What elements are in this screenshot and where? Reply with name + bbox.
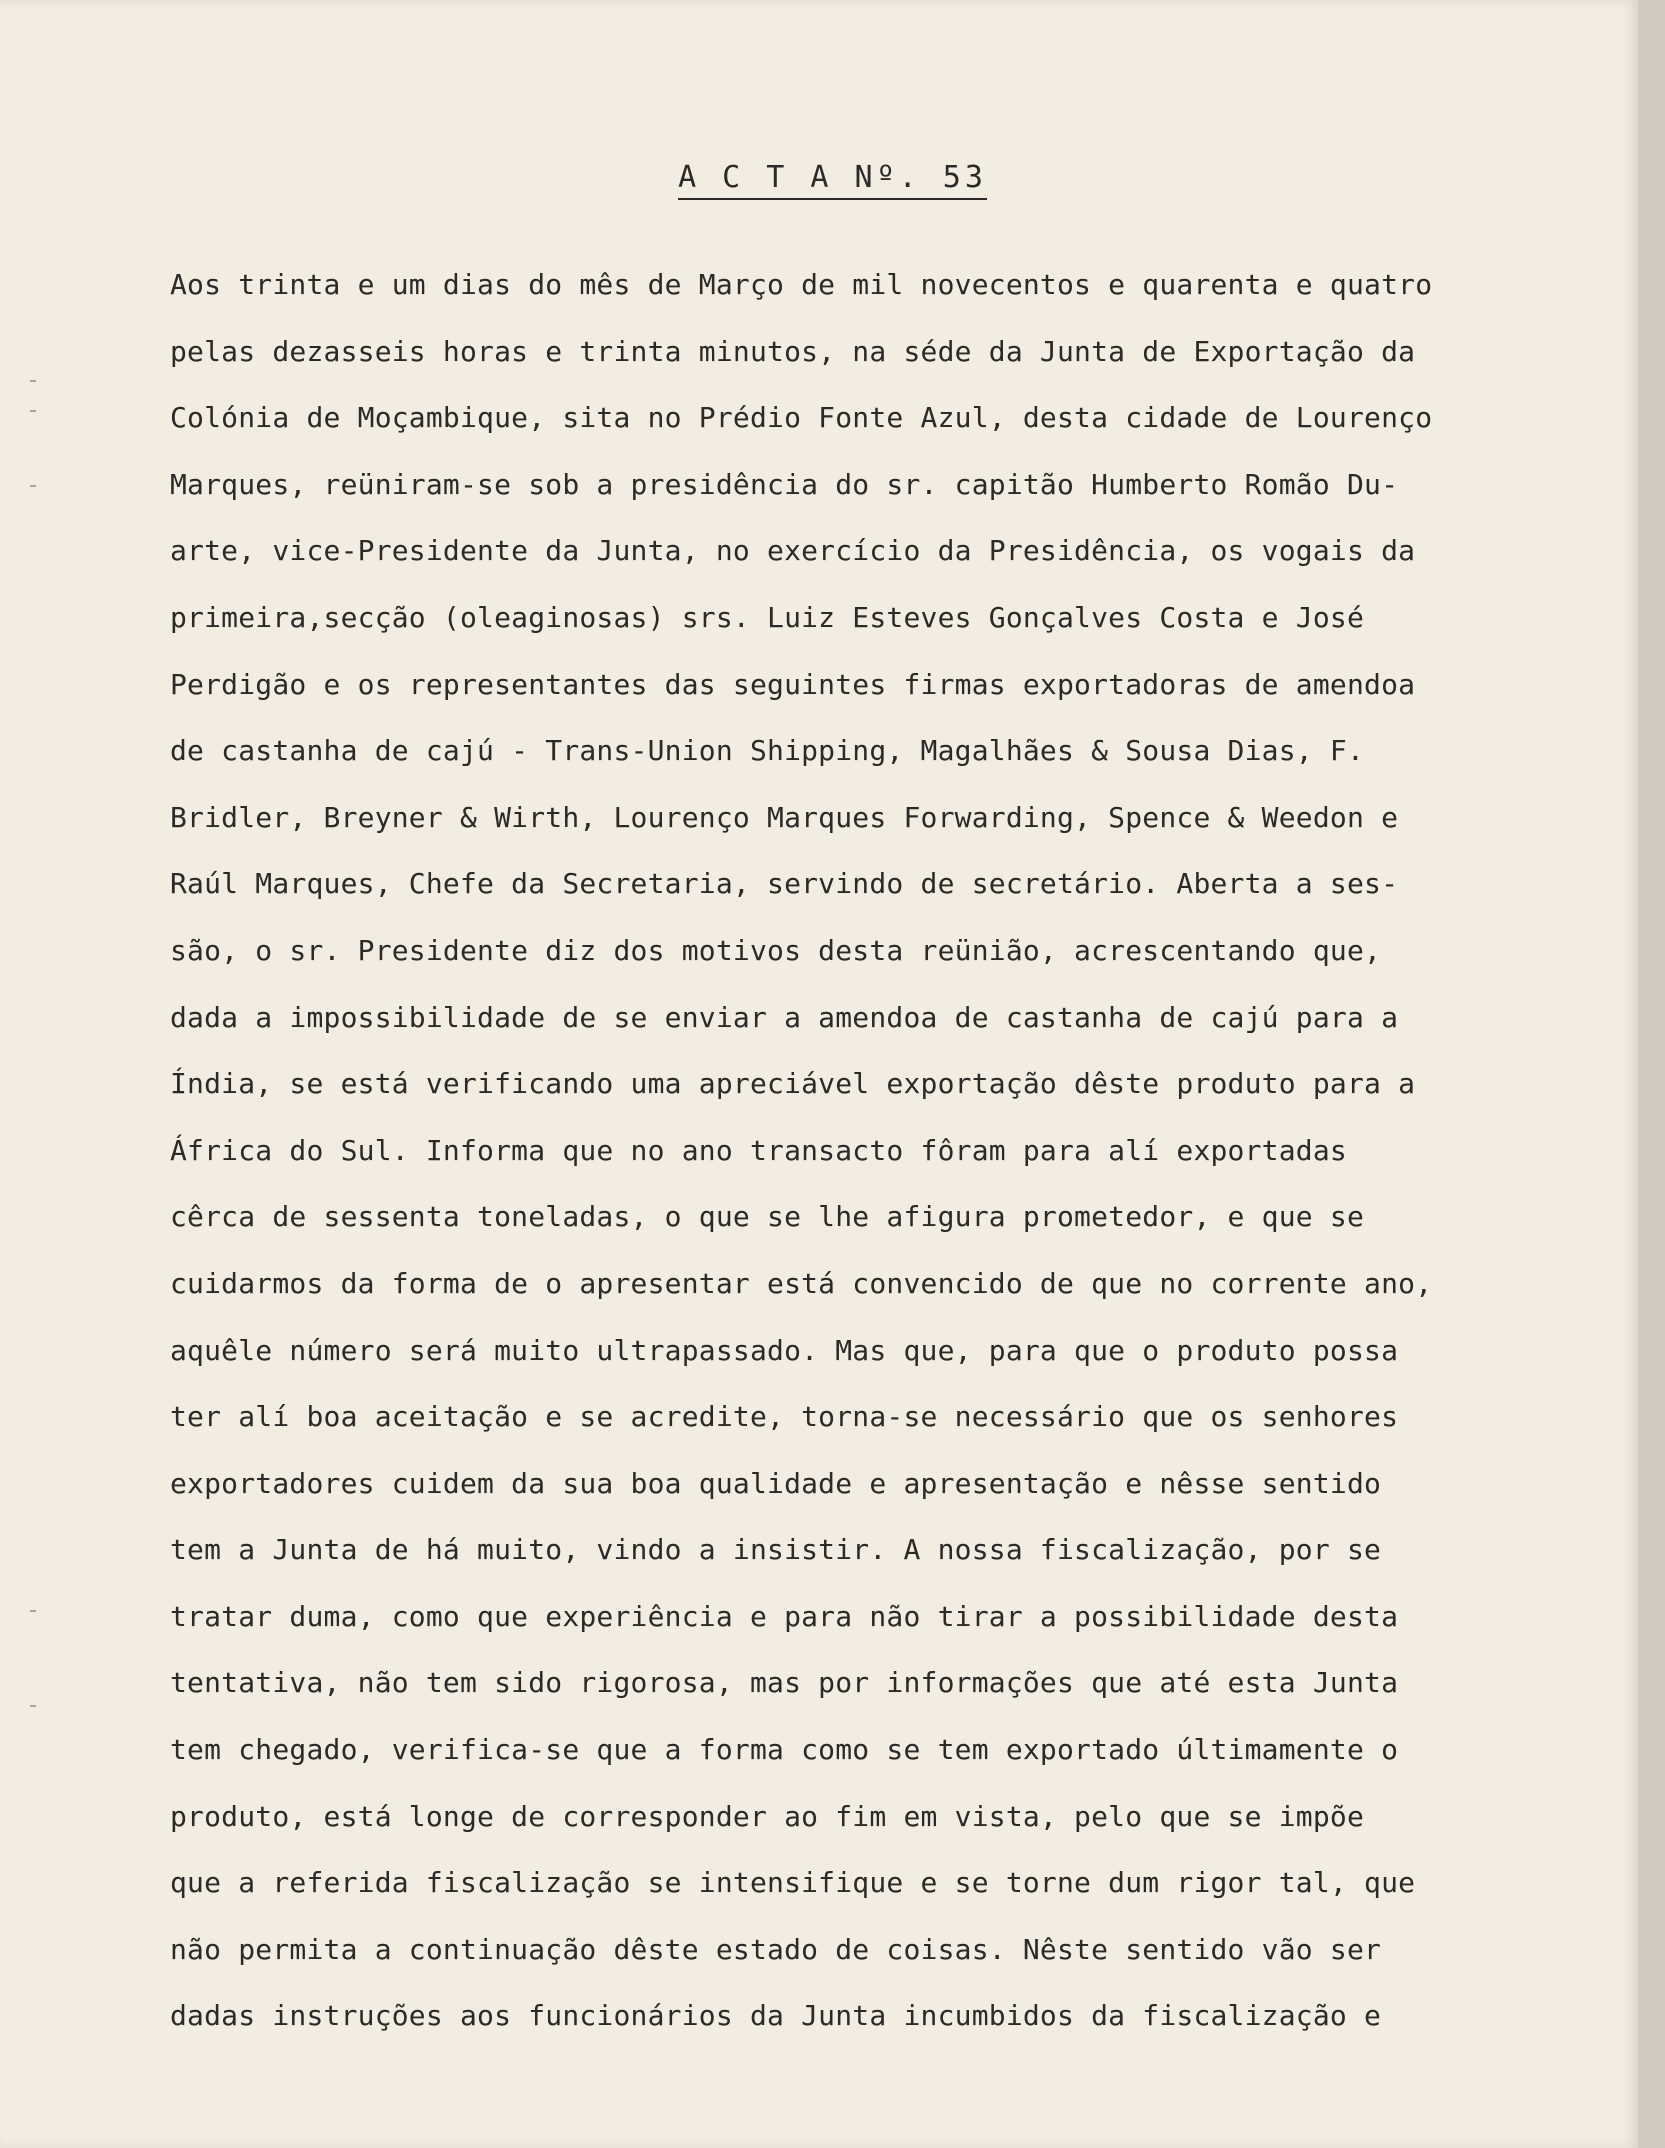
text-line: cêrca de sessenta toneladas, o que se lhe afigura prometedor, e que se — [170, 1200, 1365, 1234]
text-line: tem chegado, verifica-se que a forma como se tem exportado últimamente o — [170, 1733, 1399, 1767]
text-line: de castanha de cajú - Trans-Union Shipping, Magalhães & Sousa Dias, F. — [170, 734, 1365, 768]
text-line: Marques, reüniram-se sob a presidência do sr. capitão Humberto Romão Du- — [170, 467, 1399, 501]
document-title-text: A C T A Nº. 53 — [678, 160, 987, 200]
page-edge — [1638, 0, 1665, 2148]
text-line: dadas instruções aos funcionários da Junta incumbidos da fiscalização e — [170, 1999, 1382, 2033]
text-line: Raúl Marques, Chefe da Secretaria, servindo de secretário. Aberta a ses- — [170, 867, 1399, 901]
margin-mark — [30, 410, 36, 412]
text-line: tratar duma, como que experiência e para não tirar a possibilidade desta — [170, 1599, 1399, 1633]
text-line: dada a impossibilidade de se enviar a amendoa de castanha de cajú para a — [170, 1000, 1399, 1034]
text-line: exportadores cuidem da sua boa qualidade e apresentação e nêsse sentido — [170, 1466, 1382, 1500]
text-line: cuidarmos da forma de o apresentar está convencido de que no corrente ano, — [170, 1266, 1433, 1300]
text-line: arte, vice-Presidente da Junta, no exercício da Presidência, os vogais da — [170, 534, 1416, 568]
margin-mark — [30, 1610, 36, 1612]
margin-mark — [30, 1705, 36, 1707]
text-line: são, o sr. Presidente diz dos motivos desta reünião, acrescentando que, — [170, 933, 1382, 967]
text-line: não permita a continuação dêste estado de coisas. Nêste sentido vão ser — [170, 1932, 1382, 1966]
text-line: Aos trinta e um dias do mês de Março de mil novecentos e quarenta e quatro — [170, 268, 1433, 301]
text-line: África do Sul. Informa que no ano transacto fôram para alí exportadas — [170, 1133, 1347, 1167]
document-title — [0, 160, 1665, 195]
text-line: produto, está longe de corresponder ao fim em vista, pelo que se impõe — [170, 1799, 1365, 1833]
text-line: tentativa, não tem sido rigorosa, mas por informações que até esta Junta — [170, 1666, 1399, 1700]
margin-mark — [30, 485, 36, 487]
document-body — [170, 252, 1640, 2050]
text-line: que a referida fiscalização se intensifique e se torne dum rigor tal, que — [170, 1866, 1416, 1900]
text-line: aquêle número será muito ultrapassado. Mas que, para que o produto possa — [170, 1333, 1399, 1367]
text-line: primeira,secção (oleaginosas) srs. Luiz Esteves Gonçalves Costa e José — [170, 600, 1365, 634]
text-line: ter alí boa aceitação e se acredite, torna-se necessário que os senhores — [170, 1400, 1399, 1434]
text-line: Colónia de Moçambique, sita no Prédio Fonte Azul, desta cidade de Lourenço — [170, 401, 1433, 435]
margin-mark — [30, 380, 36, 382]
text-line: pelas dezasseis horas e trinta minutos, na séde da Junta de Exportação da — [170, 334, 1416, 368]
text-line: tem a Junta de há muito, vindo a insistir. A nossa fiscalização, por se — [170, 1533, 1382, 1567]
text-line: Índia, se está verificando uma apreciável exportação dêste produto para a — [170, 1067, 1416, 1101]
text-line: Bridler, Breyner & Wirth, Lourenço Marques Forwarding, Spence & Weedon e — [170, 800, 1399, 834]
text-line: Perdigão e os representantes das seguintes firmas exportadoras de amendoa — [170, 667, 1416, 701]
